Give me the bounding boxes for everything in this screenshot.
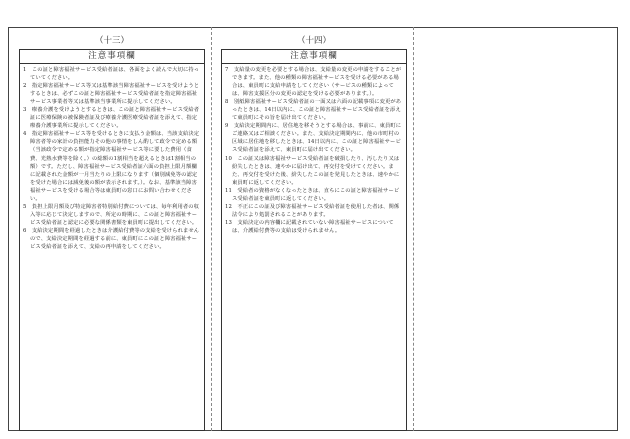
notes-list: [20, 64, 204, 254]
note-item: 6 支給決定期間を経過したときは介護給付費等の支給を受けられませんので、支給決定期間を経過する前に、東員町にこの証と障害福祉サービス受給者証を添えて、支給の再申請をしてください。: [23, 227, 200, 251]
notes-box: [19, 49, 205, 431]
notes-heading: 注意事項欄: [222, 50, 406, 64]
page-divider-left: [211, 27, 212, 431]
notes-box: [221, 49, 407, 431]
note-item: 7 支給量の変更を必要とする場合は、支給量の変更の申請をすることができます。また、他の種類の障害福祉サービスを受ける必要がある場合は、東員町に支給申請をしてください（サービスの種類によっては、障害支援区分の変更の認定を受ける必要があります。）。: [225, 67, 402, 98]
page-divider-right: [413, 27, 414, 431]
note-item: 3 療養介護を受けようとするときは、この証と障害福祉サービス受給者証に医療保険の被保険者証及び療養介護医療受給者証を添えて、指定療養介護事業所に提示してください。: [23, 107, 200, 130]
page-number: （十四）: [296, 36, 331, 46]
notes-list: [222, 64, 406, 238]
notes-heading: 注意事項欄: [20, 50, 204, 64]
page-thirteen: [19, 36, 205, 431]
note-item: 12 不正にこの証及び障害福祉サービス受給者証を使用した者は、関係法令により処罰されることがあります。: [225, 203, 400, 218]
note-item: 8 別紙障害福祉サービス受給者証の一面又は六面の記載事項に変更があったときは、14日以内に、この証と障害福祉サービス受給者証を添えて東員町にその旨を届け出てください。: [225, 99, 402, 122]
note-item: 2 指定障害福祉サービス等又は基準該当障害福祉サービスを受けようとするときは、必ずこの証と障害福祉サービス受給者証を指定障害福祉サービス事業者等又は基準該当事業所に提示してください。: [23, 83, 200, 106]
note-item: 4 指定障害福祉サービス等を受けるときに支払う金額は、当該支給決定障害者等の家計の負担能力その他の事情をしん酌して政令で定める額（当該政令で定める額が指定障害福祉サービス等に要した費用（食費、光熱水費等を除く。）の総額の1割相当を超えるときは1割相当の額）です。ただし、障害福祉サービス受給者証六面の負担上限月額欄に記載された金額が一月当たりの上限になります（個別減免等の認定を受けた場合には減免後の額が表示されます。）。なお、基準該当障害福祉サービスを受ける場合等は東員町の窓口にお問い合わせください。: [23, 131, 200, 202]
note-item: 13 支給決定の内容欄に記載されていない障害福祉サービスについては、介護給付費等の支給は受けられません。: [225, 219, 394, 234]
note-item: 10 この証又は障害福祉サービス受給者証を破損したり、汚したり又は紛失したときは、速やかに届け出て、再交付を受けてください。また、再交付を受けた後、紛失したこの証を発見したときは、速やかに東員町に返してください。: [225, 155, 400, 186]
note-item: 11 受給者の資格がなくなったときは、直ちにこの証と障害福祉サービス受給者証を東員町に返してください。: [225, 187, 400, 202]
note-item: 5 負担上限月額及び特定障害者特別給付費については、毎年利用者の収入等に応じて決定しますので、所定の時期に、この証と障害福祉サービス受給者証と認定に必要な関係書類を東員町に提出してください。: [23, 203, 200, 226]
note-item: 9 支給決定期間内に、居住地を移そうとする場合は、事前に、東員町にご連絡又はご相談ください。また、支給決定期間内に、他の市町村の区域に居住地を移したときは、14日以内に、この証と障害福祉サービス受給者証を添えて、東員町に届け出てください。: [225, 123, 402, 154]
page-fourteen: [221, 36, 407, 431]
note-item: 1 この証と障害福祉サービス受給者証は、各面をよく読んで大切に持っていてください。: [23, 67, 200, 82]
page-number: （十三）: [94, 36, 129, 46]
